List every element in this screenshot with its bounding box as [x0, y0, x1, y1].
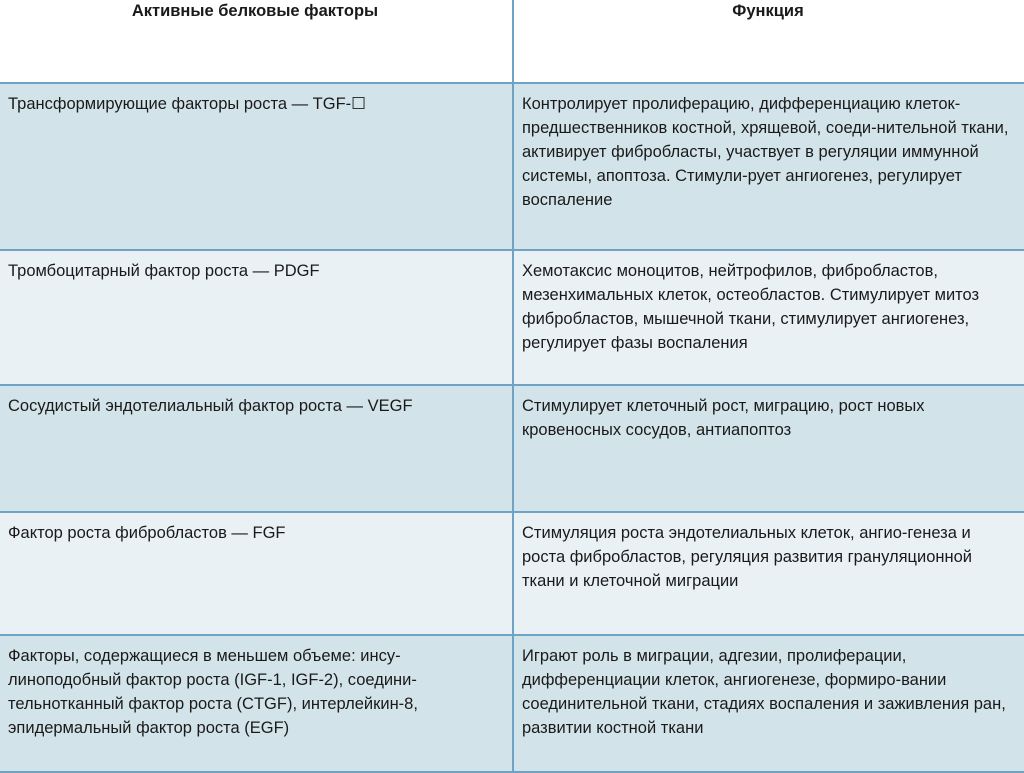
table-header-row [0, 0, 1024, 83]
factor-cell: Сосудистый эндотелиальный фактор роста — VEGF [0, 385, 513, 512]
function-cell: Контролирует пролиферацию, дифференциацию клеток-предшественников костной, хрящевой, соеди-нительной ткани, активирует фибробласты, участвует в регуляции иммунной системы, апоптоза. Стимули-рует ангиогенез, регулирует воспаление [513, 83, 1024, 250]
table-row [0, 250, 1024, 385]
table-row [0, 83, 1024, 250]
factor-cell: Трансформирующие факторы роста — TGF-☐ [0, 83, 513, 250]
factor-cell: Факторы, содержащиеся в меньшем объеме: инсу-линоподобный фактор роста (IGF-1, IGF-2), соедини-тельнотканный фактор роста (CTGF), интерлейкин-8, эпидермальный фактор роста (EGF) [0, 635, 513, 772]
header-factors: Активные белковые факторы [0, 0, 513, 83]
header-function: Функция [513, 0, 1024, 83]
function-cell: Стимуляция роста эндотелиальных клеток, ангио-генеза и роста фибробластов, регуляция развития грануляционной ткани и клеточной миграции [513, 512, 1024, 635]
function-cell: Стимулирует клеточный рост, миграцию, рост новых кровеносных сосудов, антиапоптоз [513, 385, 1024, 512]
function-cell: Играют роль в миграции, адгезии, пролиферации, дифференциации клеток, ангиогенезе, формиро-вании соединительной ткани, стадиях воспаления и заживления ран, развитии костной ткани [513, 635, 1024, 772]
table-row [0, 635, 1024, 772]
factor-cell: Фактор роста фибробластов — FGF [0, 512, 513, 635]
table-row [0, 385, 1024, 512]
table-row [0, 512, 1024, 635]
function-cell: Хемотаксис моноцитов, нейтрофилов, фибробластов, мезенхимальных клеток, остеобластов. Стимулирует митоз фибробластов, мышечной ткани, стимулирует ангиогенез, регулирует фазы воспаления [513, 250, 1024, 385]
factor-cell: Тромбоцитарный фактор роста — PDGF [0, 250, 513, 385]
